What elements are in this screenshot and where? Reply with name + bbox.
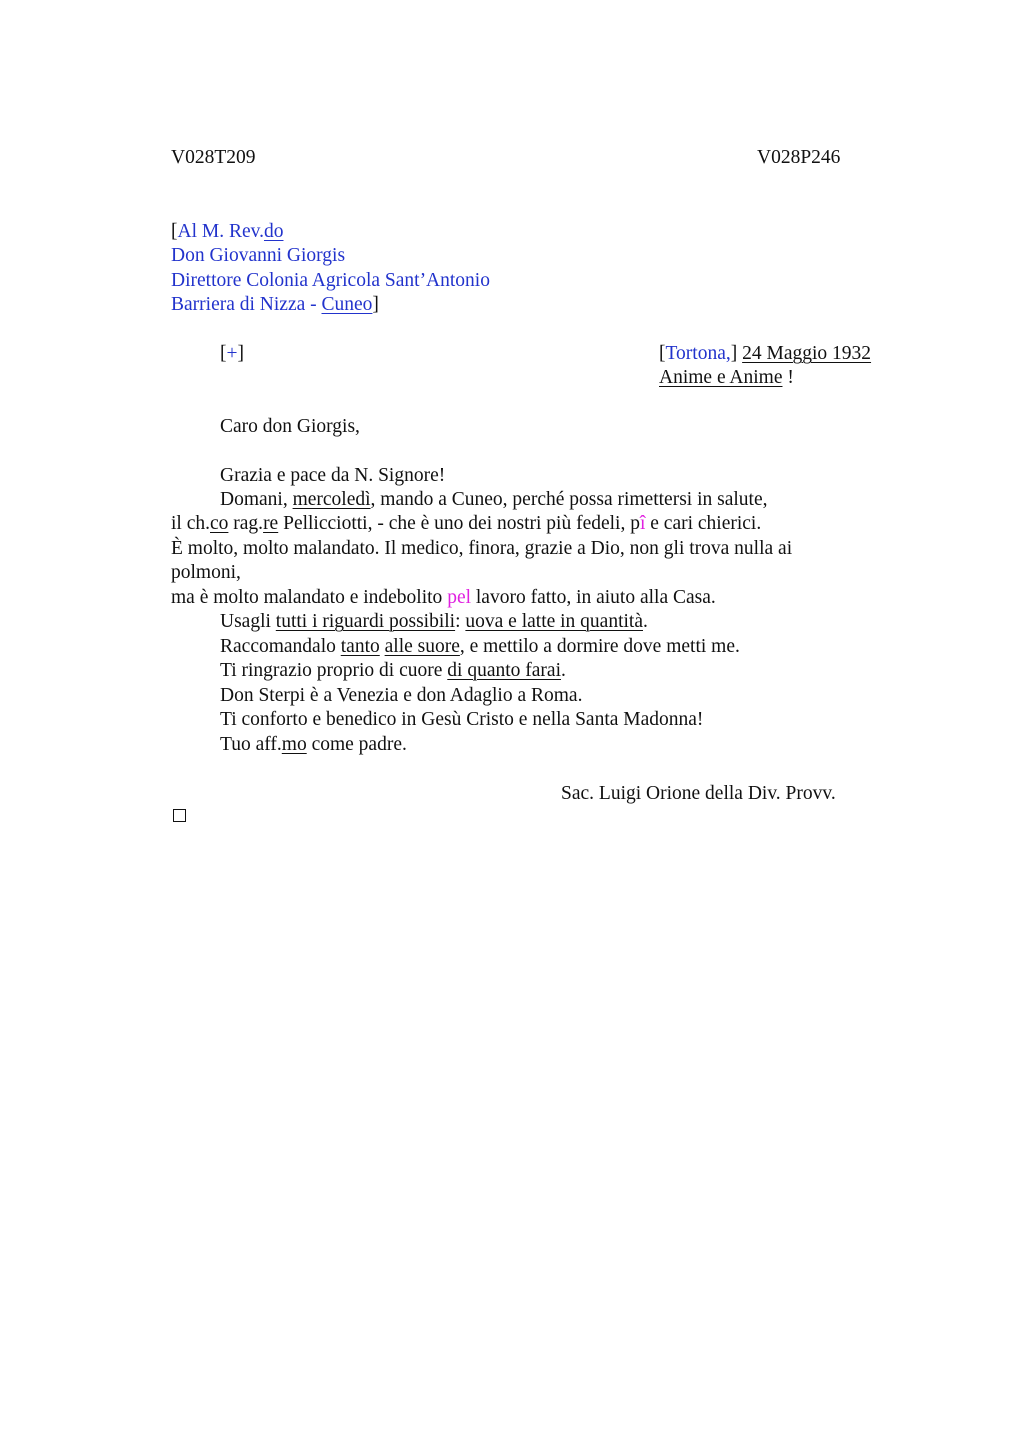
- cross-mark: [+]: [220, 343, 244, 364]
- address-line-4: Barriera di Nizza - Cuneo]: [171, 294, 379, 315]
- dateline: [Tortona,] 24 Maggio 1932: [659, 343, 872, 364]
- body-line: Ti conforto e benedico in Gesù Cristo e nella Santa Madonna!: [220, 709, 704, 730]
- body-line: Tuo aff.mo come padre.: [220, 734, 407, 755]
- body-line: Raccomandalo tanto alle suore, e mettilo a dormire dove metti me.: [220, 636, 740, 657]
- body-line: È molto, molto malandato. Il medico, finora, grazie a Dio, non gli trova nulla ai: [171, 538, 793, 559]
- body-line: ma è molto malandato e indebolito pel lavoro fatto, in aiuto alla Casa.: [171, 587, 716, 608]
- checkbox-glyph: [173, 809, 186, 822]
- body-line: polmoni,: [171, 562, 241, 583]
- document-code-right: V028P246: [757, 147, 841, 168]
- body-line: Ti ringrazio proprio di cuore di quanto farai.: [220, 660, 566, 681]
- body-line: Grazia e pace da N. Signore!: [220, 465, 446, 486]
- body-line: Domani, mercoledì, mando a Cuneo, perché possa rimettersi in salute,: [220, 489, 768, 510]
- signature: Sac. Luigi Orione della Div. Provv.: [561, 783, 836, 804]
- body-line: il ch.co rag.re Pellicciotti, - che è uno dei nostri più fedeli, pî e cari chierici.: [171, 513, 762, 534]
- salutation: Caro don Giorgis,: [220, 416, 360, 437]
- address-line-3: Direttore Colonia Agricola Sant’Antonio: [171, 270, 490, 291]
- motto: Anime e Anime !: [659, 367, 794, 388]
- body-line: Usagli tutti i riguardi possibili: uova e latte in quantità.: [220, 611, 648, 632]
- document-code-left: V028T209: [171, 147, 256, 168]
- address-line-1: [Al M. Rev.do: [171, 221, 284, 242]
- address-line-2: Don Giovanni Giorgis: [171, 245, 346, 266]
- body-line: Don Sterpi è a Venezia e don Adaglio a Roma.: [220, 685, 583, 706]
